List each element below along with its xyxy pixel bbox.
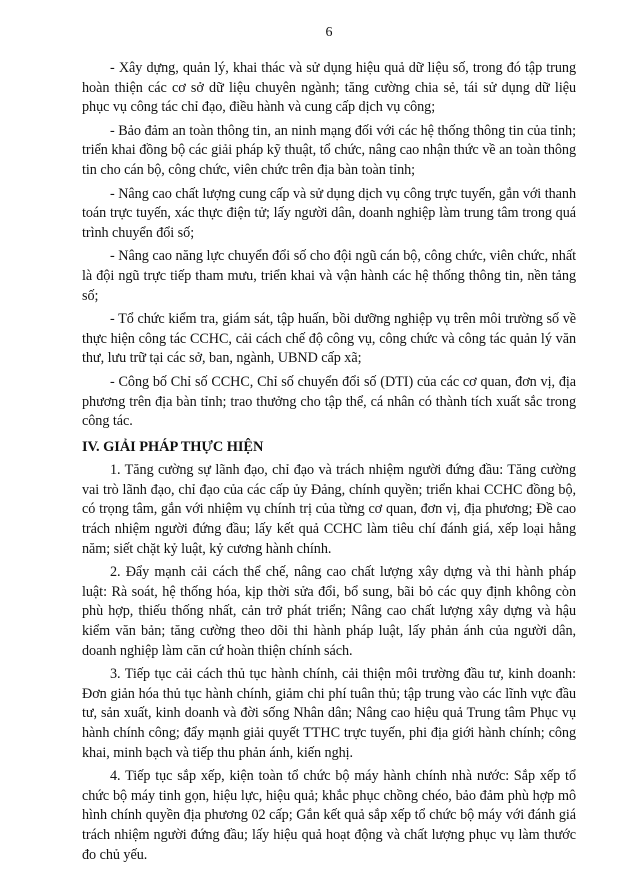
bullet-inspection-training: - Tổ chức kiểm tra, giám sát, tập huấn, bồi dưỡng nghiệp vụ trên môi trường số về thực hiện công tác CCHC, cải cách chế độ công vụ, công chức và công tác quản lý văn thư, lưu trữ tại các sở, ban, ngành, UBND cấp xã; xyxy=(82,311,576,367)
solution-administrative-procedures: 3. Tiếp tục cải cách thủ tục hành chính, cải thiện môi trường đầu tư, kinh doanh: Đơn giản hóa thủ tục hành chính, giảm chi phí tuân thủ; tập trung vào các lĩnh vực đầu tư, sản xuất, kinh doanh và đời sống Nhân dân; Nâng cao hiệu quả Trung tâm Phục vụ hành chính công; đẩy mạnh giải quyết TTHC trực tuyến, phi địa giới hành chính; công khai, minh bạch và tiếp thu phản ánh, kiến nghị. xyxy=(82,666,576,761)
bullet-online-public-services: - Nâng cao chất lượng cung cấp và sử dụng dịch vụ công trực tuyến, gắn với thanh toán trực tuyến, xác thực điện tử; lấy người dân, doanh nghiệp làm trung tâm trong quá trình chuyển đổi số; xyxy=(82,185,576,241)
bullet-information-security: - Bảo đảm an toàn thông tin, an ninh mạng đối với các hệ thống thông tin của tỉnh; triển khai đồng bộ các giải pháp kỹ thuật, tổ chức, nâng cao nhận thức về an toàn thông tin cho cán bộ, công chức, viên chức trên địa bàn toàn tỉnh; xyxy=(82,122,576,178)
solution-leadership: 1. Tăng cường sự lãnh đạo, chỉ đạo và trách nhiệm người đứng đầu: Tăng cường vai trò lãnh đạo, chỉ đạo của các cấp ủy Đảng, chính quyền; triển khai CCHC đồng bộ, có trọng tâm, gắn với nhiệm vụ chính trị của từng cơ quan, đơn vị, địa phương; Đề cao trách nhiệm người đứng đầu; lấy kết quả CCHC làm tiêu chí đánh giá, xếp loại hằng năm; siết chặt kỷ luật, kỷ cương hành chính. xyxy=(82,462,576,557)
bullet-digital-capacity: - Nâng cao năng lực chuyển đổi số cho đội ngũ cán bộ, công chức, viên chức, nhất là đội ngũ trực tiếp tham mưu, triển khai và vận hành các hệ thống thông tin, nền tảng số; xyxy=(82,248,576,304)
section-heading: IV. GIẢI PHÁP THỰC HIỆN xyxy=(82,438,264,455)
page-number: 6 xyxy=(325,25,333,40)
solution-institutional-reform: 2. Đẩy mạnh cải cách thể chế, nâng cao chất lượng xây dựng và thi hành pháp luật: Rà soát, hệ thống hóa, kịp thời sửa đổi, bổ sung, bãi bỏ các quy định không còn phù hợp, thiếu thống nhất, cản trở phát triển; Nâng cao chất lượng xây dựng và hậu kiểm văn bản; tăng cường theo dõi thi hành pháp luật, lấy phản ánh của người dân, doanh nghiệp làm căn cứ hoàn thiện chính sách. xyxy=(82,564,576,659)
document-page xyxy=(82,24,576,869)
bullet-data-management: - Xây dựng, quản lý, khai thác và sử dụng hiệu quả dữ liệu số, trong đó tập trung hoàn thiện các cơ sở dữ liệu chuyên ngành; tăng cường chia sẻ, tái sử dụng dữ liệu phục vụ công tác chỉ đạo, điều hành và cung cấp dịch vụ công; xyxy=(82,60,576,116)
bullet-index-announcement: - Công bố Chỉ số CCHC, Chỉ số chuyển đổi số (DTI) của các cơ quan, đơn vị, địa phương trên địa bàn tỉnh; trao thưởng cho tập thể, cá nhân có thành tích xuất sắc trong công tác. xyxy=(82,373,576,430)
solution-organizational-restructuring: 4. Tiếp tục sắp xếp, kiện toàn tổ chức bộ máy hành chính nhà nước: Sắp xếp tổ chức bộ máy tinh gọn, hiệu lực, hiệu quả; khắc phục chồng chéo, bảo đảm phù hợp mô hình chính quyền địa phương 02 cấp; Gắn kết quả sắp xếp tổ chức bộ máy với đánh giá trách nhiệm người đứng đầu; lấy hiệu quả hoạt động và chất lượng phục vụ làm thước đo chủ yếu. xyxy=(82,768,576,863)
